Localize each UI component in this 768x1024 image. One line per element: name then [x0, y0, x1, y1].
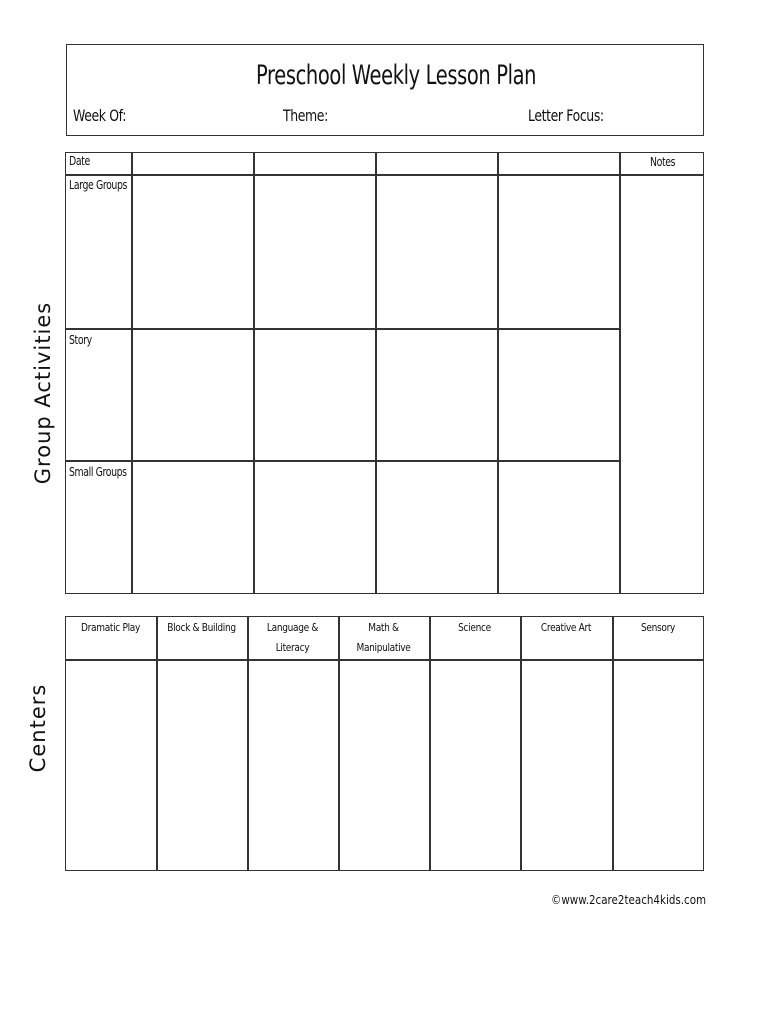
- day-column-divider-3: [497, 152, 499, 594]
- label-column-divider: [131, 152, 133, 594]
- center-header-dramatic-play: Dramatic Play: [81, 621, 140, 634]
- theme-label: Theme:: [283, 106, 328, 125]
- small-groups-row-divider: [65, 460, 620, 462]
- center-header-language-literacy: Language & Literacy: [266, 621, 319, 654]
- notes-column-divider: [619, 152, 621, 594]
- date-row-divider: [65, 174, 704, 176]
- centers-header-divider: [65, 659, 704, 661]
- center-header-science: Science: [458, 621, 491, 634]
- centers-column-divider-3: [338, 616, 340, 871]
- center-header-creative-art: Creative Art: [540, 621, 592, 634]
- page-title: Preschool Weekly Lesson Plan: [256, 60, 537, 91]
- centers-column-divider-2: [247, 616, 249, 871]
- story-row-divider: [65, 328, 620, 330]
- centers-label: Centers: [26, 683, 50, 773]
- week-of-label: Week Of:: [73, 106, 127, 125]
- centers-column-divider-6: [612, 616, 614, 871]
- row-label-story: Story: [69, 333, 92, 347]
- center-header-sensory: Sensory: [641, 621, 675, 634]
- centers-column-divider-5: [520, 616, 522, 871]
- centers-column-divider-1: [156, 616, 158, 871]
- row-label-small-groups: Small Groups: [69, 465, 127, 479]
- day-column-divider-2: [375, 152, 377, 594]
- center-header-math-manipulative: Math & Manipulative: [356, 621, 411, 654]
- group-activities-table: [65, 152, 704, 594]
- group-activities-label: Group Activities: [31, 301, 55, 485]
- date-label: Date: [69, 154, 90, 168]
- center-header-block-building: Block & Building: [167, 621, 236, 634]
- notes-label: Notes: [650, 155, 676, 169]
- row-label-large-groups: Large Groups: [69, 178, 128, 192]
- letter-focus-label: Letter Focus:: [528, 106, 604, 125]
- day-column-divider-1: [253, 152, 255, 594]
- copyright-text: ©www.2care2teach4kids.com: [551, 893, 707, 907]
- centers-column-divider-4: [429, 616, 431, 871]
